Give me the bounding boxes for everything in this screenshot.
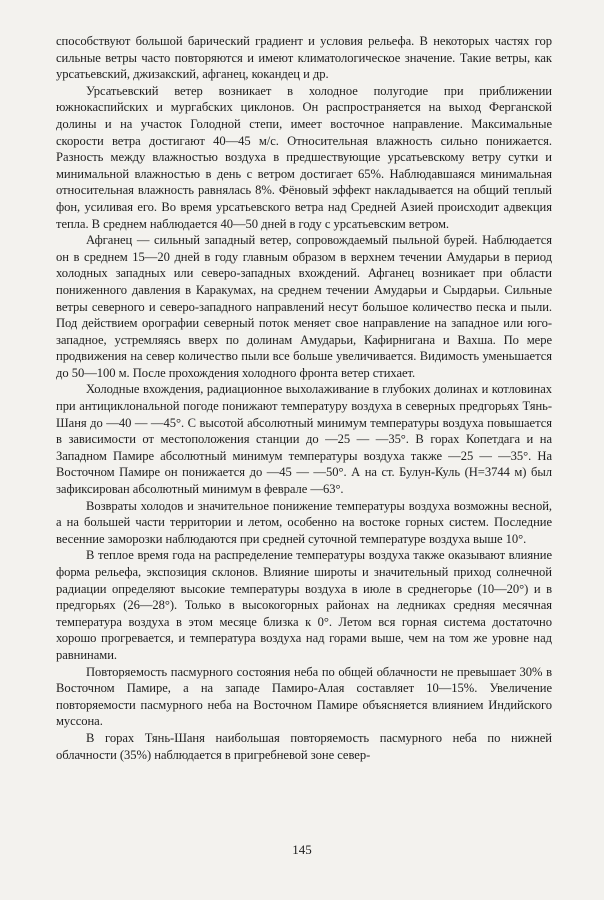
page-number: 145	[292, 842, 312, 857]
paragraph-6: В теплое время года на распределение температуры воздуха также оказывают влияние форма рельефа, экспозиция склонов. Влияние широты и значительный приход солнечной радиации определяют высокие температуры воздуха в июле в среднегорье (10—20°) и в предгорьях (26—28°). Только в высокогорных районах на ледниках средняя месячная температура воздуха в этом месяце близка к 0°. Летом вся горная система достаточно хорошо прогревается, и температура воздуха над горами выше, чем на том же уровне над равнинами.	[56, 548, 552, 662]
paragraph-3: Афганец — сильный западный ветер, сопровождаемый пыльной бурей. Наблюдается он в среднем 15—20 дней в году главным образом в верхнем течении Амударьи в период холодных западных или северо-западных вхождений. Афганец возникает при области пониженного давления в Каракумах, на среднем течении Амударьи и Сырдарьи. Сильные ветры северного и северо-западного направлений несут большое количество песка и пыли. Под действием орографии северный поток меняет свое направление на западное или юго-западное, устремляясь вверх по долинам Амударьи, Кафирнигана и Вахша. По мере продвижения на север количество пыли все больше увеличивается. Видимость уменьшается до 50—100 м. После прохождения холодного фронта ветер стихает.	[56, 233, 552, 380]
text-block	[56, 33, 552, 763]
paragraph-2: Урсатьевский ветер возникает в холодное полугодие при приближении южнокаспийских и мургабских циклонов. Он распространяется на выход Ферганской долины и на участок Голодной степи, имеет восточное направление. Максимальные скорости ветра достигают 40—45 м/с. Относительная влажность сильно понижается. Разность между влажностью воздуха в предшествующие урсатьевскому ветру сутки и минимальной влажностью в день с ветром достигает 65%. Наблюдавшаяся минимальная относительная влажность равнялась 8%. Фёновый эффект накладывается на общий теплый фон, усиливая его. Во время урсатьевского ветра над Средней Азией происходит адвекция тепла. В среднем наблюдается 40—50 дней в году с урсатьевским ветром.	[56, 83, 552, 231]
paragraph-8: В горах Тянь-Шаня наибольшая повторяемость пасмурного неба по нижней облачности (35%) наблюдается в пригребневой зоне север-	[56, 730, 552, 762]
paragraph-1: способствуют большой барический градиент и условия рельефа. В некоторых частях гор сильные ветры часто повторяются и имеют климатологическое значение. Такие ветры, как урсатьевский, джизакский, афганец, кокандец и др.	[56, 34, 552, 82]
paragraph-4: Холодные вхождения, радиационное выхолаживание в глубоких долинах и котловинах при антициклональной погоде понижают температуру воздуха в северных предгорьях Тянь-Шаня до —40 — —45°. С высотой абсолютный минимум температуры воздуха повышается в зависимости от местоположения станции до —25 — —35°. В горах Копетдага и на Западном Памире абсолютный минимум температуры воздуха также —25 — —35°. На Восточном Памире он понижается до —45 — —50°. А на ст. Булун-Куль (H=3744 м) был зафиксирован абсолютный минимум в феврале —63°.	[56, 382, 552, 497]
paragraph-7: Повторяемость пасмурного состояния неба по общей облачности не превышает 30% в Восточном Памире, а на западе Памиро-Алая составляет 10—15%. Увеличение повторяемости пасмурного неба на Восточном Памире объясняется влиянием Индийского муссона.	[56, 664, 552, 729]
paragraph-5: Возвраты холодов и значительное понижение температуры воздуха возможны весной, а на большей части территории и летом, особенно на востоке горных систем. Последние весенние заморозки наблюдаются при средней суточной температуре воздуха выше 10°.	[56, 498, 552, 546]
